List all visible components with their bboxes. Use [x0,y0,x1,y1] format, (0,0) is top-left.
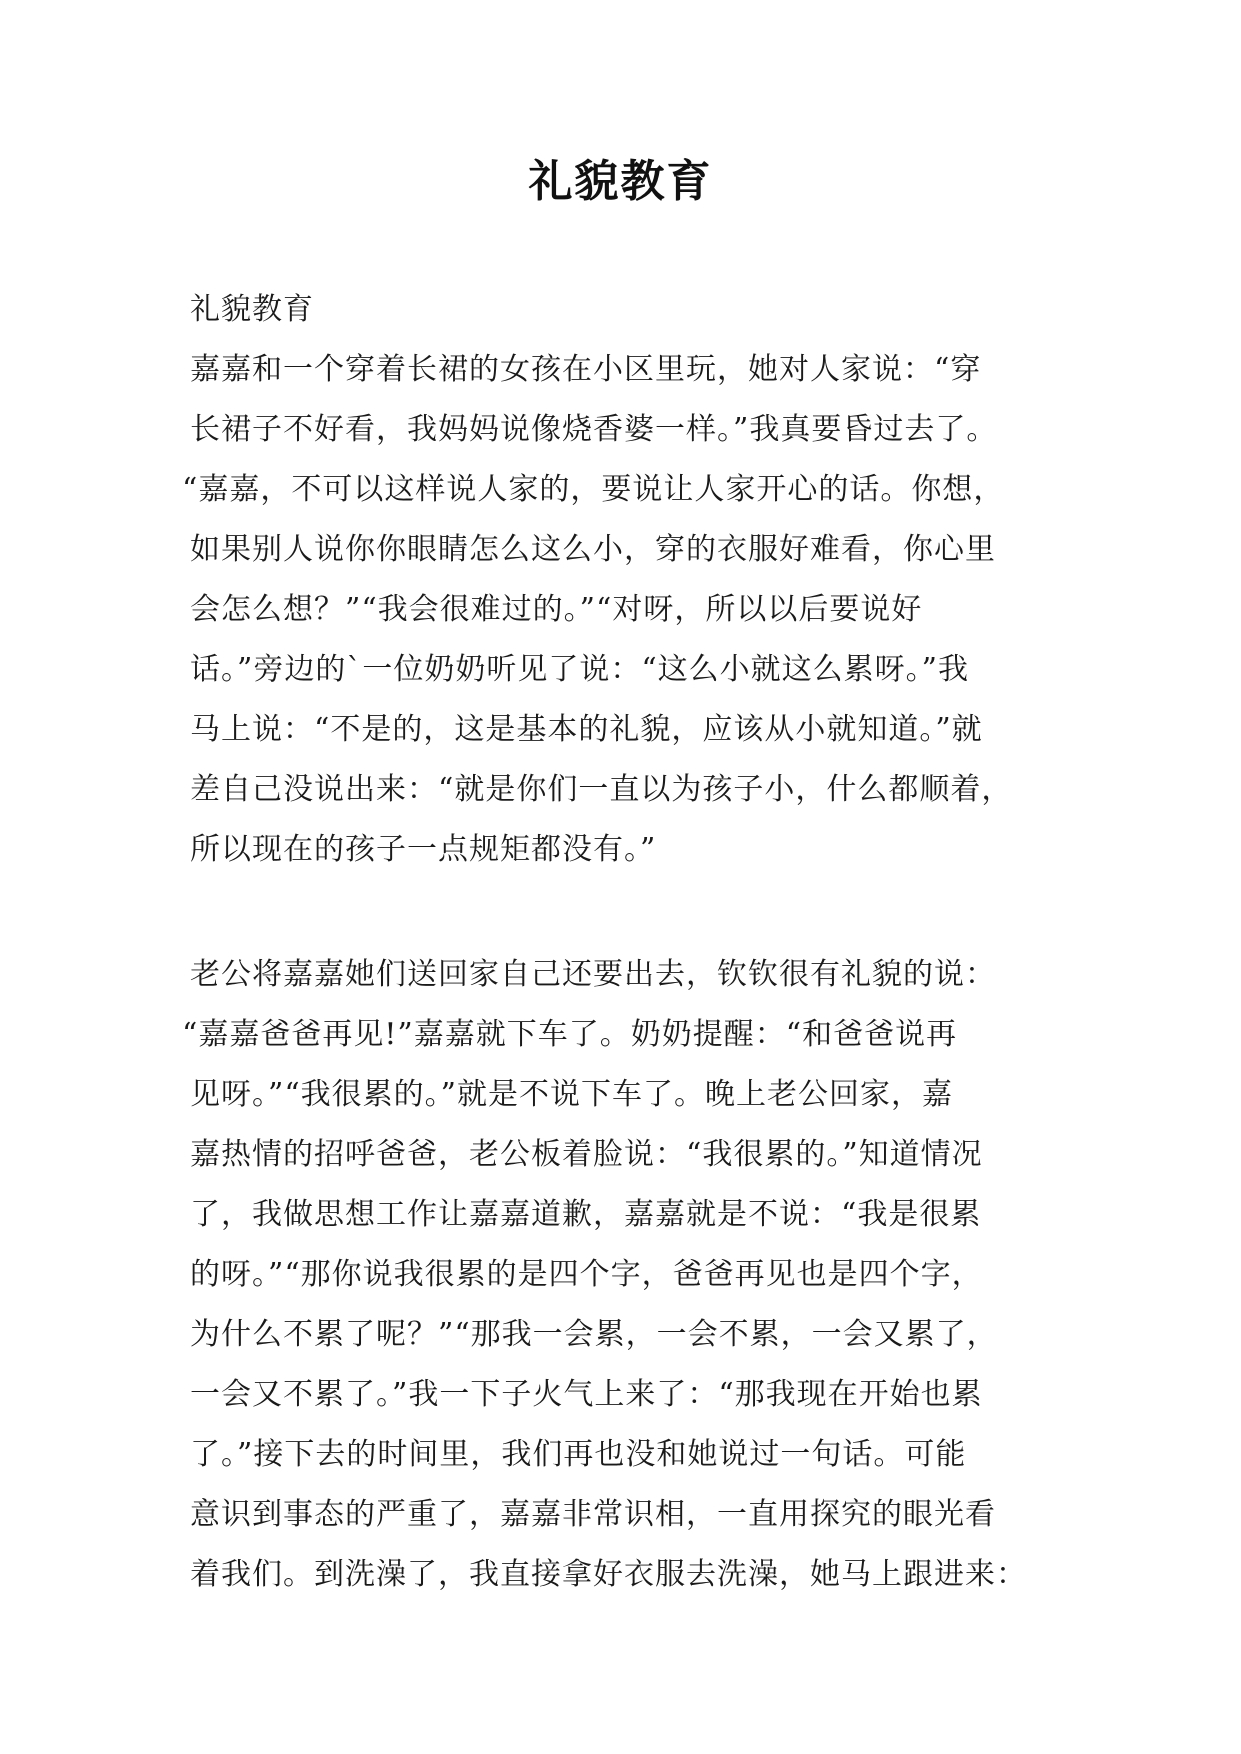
paragraph-1-line-5: 会怎么想？”“我会很难过的。”“对呀，所以以后要说好 [190,592,923,627]
paragraph-2-line-1: 老公将嘉嘉她们送回家自己还要出去，钦钦很有礼貌的说： [190,957,996,992]
paragraph-2-line-9: 了。”接下去的时间里，我们再也没和她说过一句话。可能 [190,1437,967,1472]
paragraph-2-line-8: 一会又不累了。”我一下子火气上来了：“那我现在开始也累 [190,1377,983,1412]
paragraph-2-line-11: 着我们。到洗澡了，我直接拿好衣服去洗澡，她马上跟进来： [190,1557,1027,1592]
paragraph-2-line-7: 为什么不累了呢？”“那我一会累，一会不累，一会又累了， [190,1317,998,1352]
subtitle-line: 礼貌教育 [190,292,314,327]
paragraph-2-line-10: 意识到事态的严重了，嘉嘉非常识相，一直用探究的眼光看 [190,1497,996,1532]
paragraph-2-line-3: 见呀。”“我很累的。”就是不说下车了。晚上老公回家，嘉 [190,1077,954,1112]
page-title: 礼貌教育 [528,156,713,207]
paragraph-2-line-2: “嘉嘉爸爸再见!”嘉嘉就下车了。奶奶提醒：“和爸爸说再 [182,1017,958,1052]
paragraph-1-line-4: 如果别人说你你眼睛怎么这么小，穿的衣服好难看，你心里 [190,532,996,567]
paragraph-1-line-8: 差自己没说出来：“就是你们一直以为孩子小，什么都顺着， [190,772,1013,807]
paragraph-2-line-5: 了，我做思想工作让嘉嘉道歉，嘉嘉就是不说：“我是很累 [190,1197,982,1232]
paragraph-1-line-1: 嘉嘉和一个穿着长裙的女孩在小区里玩，她对人家说：“穿 [190,352,982,387]
paragraph-1-line-2: 长裙子不好看，我妈妈说像烧香婆一样。”我真要昏过去了。 [190,412,998,447]
paragraph-1-line-3: “嘉嘉，不可以这样说人家的，要说让人家开心的话。你想， [182,472,1005,507]
paragraph-1-line-9: 所以现在的孩子一点规矩都没有。” [190,832,657,867]
paragraph-1-line-7: 马上说：“不是的，这是基本的礼貌，应该从小就知道。”就 [190,712,983,747]
paragraph-2-line-6: 的呀。”“那你说我很累的是四个字，爸爸再见也是四个字， [190,1257,983,1292]
paragraph-1-line-6: 话。”旁边的`一位奶奶听见了说：“这么小就这么累呀。”我 [190,652,970,687]
paragraph-2-line-4: 嘉热情的招呼爸爸，老公板着脸说：“我很累的。”知道情况 [190,1137,983,1172]
